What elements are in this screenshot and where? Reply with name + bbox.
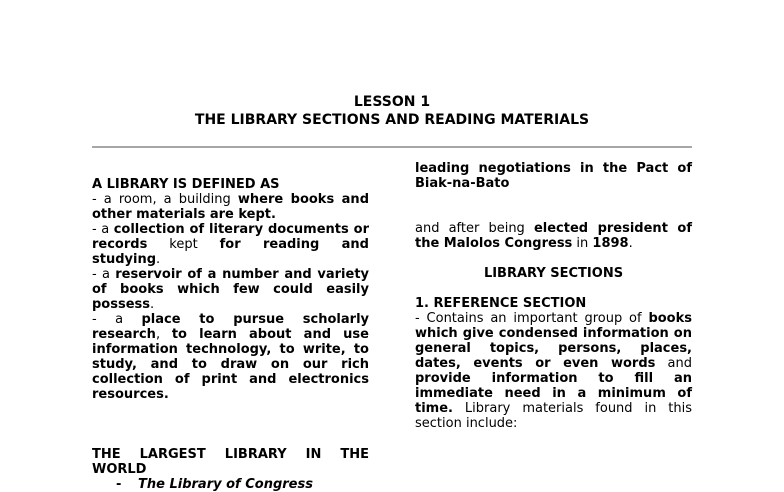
reference-section-body: - Contains an important group of books which give condensed information on general topics, persons, places, dates, events or even words and provide information to fill an immediate need in a minimum of time. Library materials found in this section include:: [415, 311, 692, 431]
largest-library-heading: THE LARGEST LIBRARY IN THE WORLD: [92, 447, 369, 477]
definition-reservoir: - a reservoir of a number and variety of books which few could easily possess.: [92, 267, 370, 312]
lesson-number: LESSON 1: [353, 94, 431, 110]
continued-text: leading negotiations in the Pact of Biak-na-Bato: [415, 161, 692, 191]
elected-president-paragraph: and after being elected president of the Malolos Congress in 1898.: [415, 221, 693, 251]
defined-heading: A LIBRARY IS DEFINED AS: [92, 177, 280, 192]
library-sections-heading: LIBRARY SECTIONS: [483, 266, 624, 281]
reference-section-heading: 1. REFERENCE SECTION: [415, 296, 587, 311]
definition-collection: - a collection of literary documents or records kept for reading and studying.: [92, 222, 369, 267]
definition-room: - a room, a building where books and other materials are kept.: [92, 192, 369, 222]
lesson-title: THE LIBRARY SECTIONS AND READING MATERIALS: [194, 112, 590, 128]
largest-library-item: - The Library of Congress: [116, 477, 313, 492]
left-column: [92, 177, 369, 492]
definition-place: - a place to pursue scholarly research, to learn about and use information technology, to write, to study, and to draw on our rich collection of print and electronics resources.: [92, 312, 370, 402]
title-divider: [92, 146, 692, 148]
right-column: [415, 161, 692, 431]
